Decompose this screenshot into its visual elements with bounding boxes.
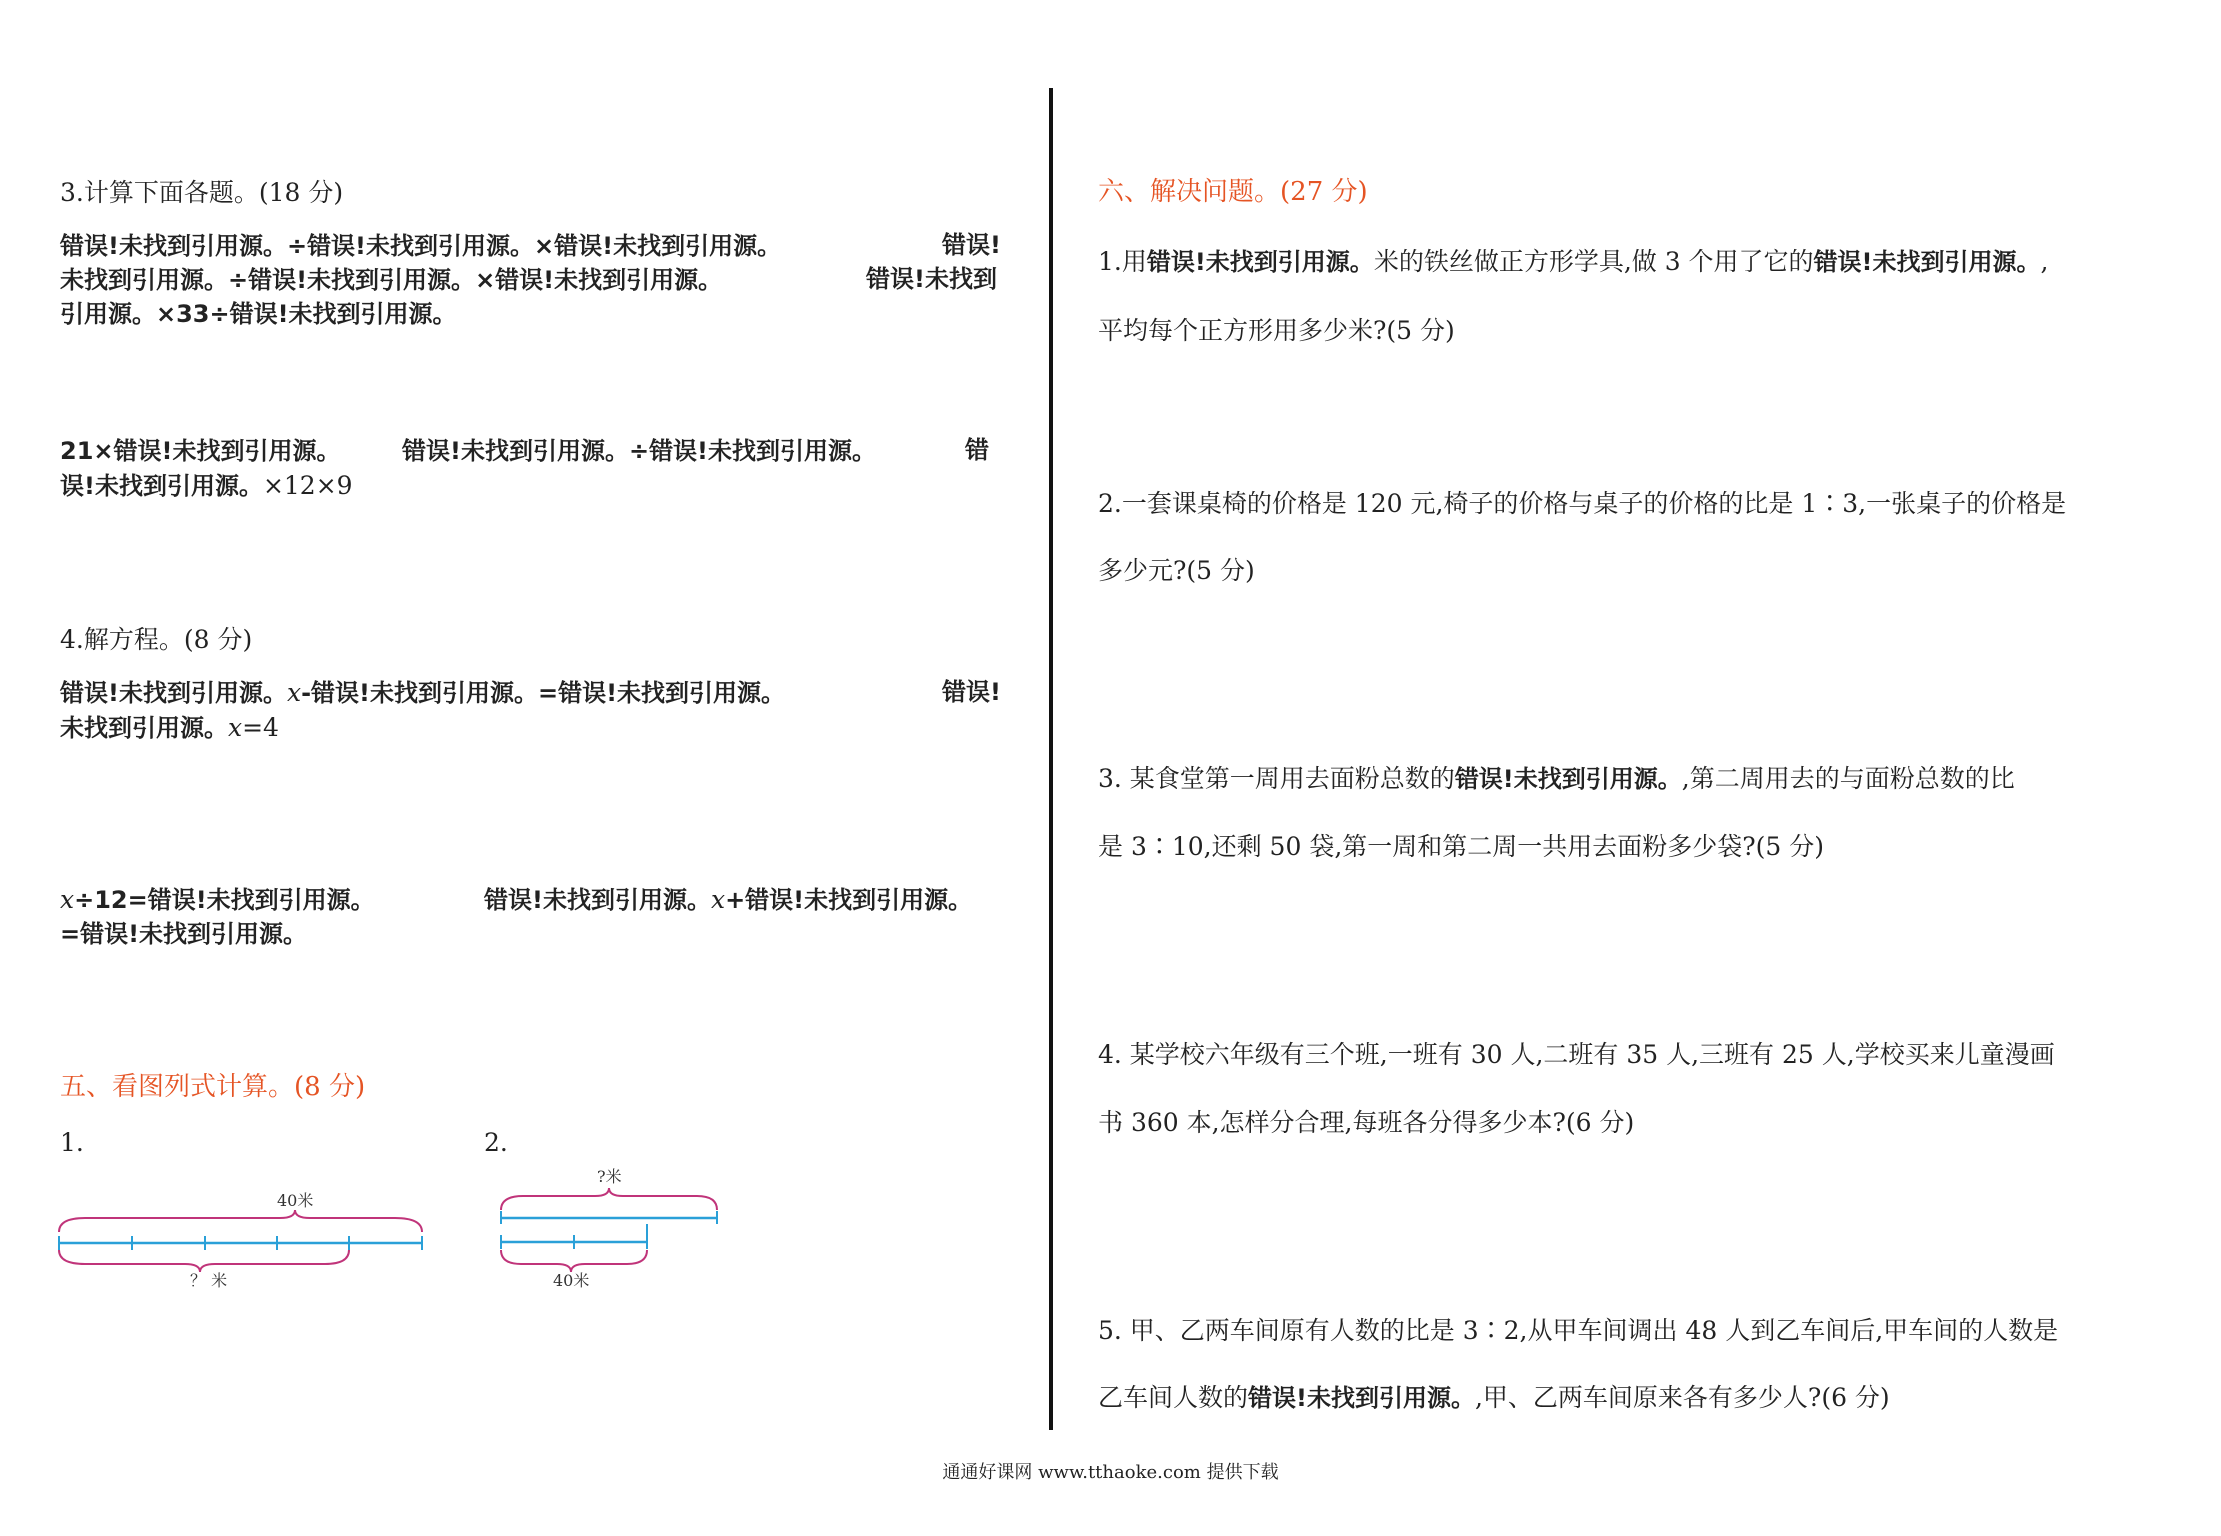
- problem-1-line-2: 平均每个正方形用多少米?(5 分): [1098, 316, 1455, 345]
- q4-line-1: 错误!未找到引用源。x-错误!未找到引用源。=错误!未找到引用源。: [60, 678, 786, 707]
- q3-line-1-end: 错误!: [942, 231, 1001, 259]
- problem-2-line-1: 2.一套课桌椅的价格是 120 元,椅子的价格与桌子的价格的比是 1∶3,一张桌子的价格是: [1098, 489, 2067, 518]
- diagram-1-number: 1.: [60, 1128, 84, 1157]
- q4b-line-1: x÷12=错误!未找到引用源。: [60, 885, 375, 914]
- diagram-2-top-label: ?米: [597, 1167, 622, 1186]
- q3b-line-1-end: 错: [965, 436, 989, 464]
- diagram-2-top-brace: [501, 1188, 717, 1210]
- q3-line-1: 错误!未找到引用源。÷错误!未找到引用源。×错误!未找到引用源。: [60, 232, 782, 260]
- q3-title: 3.计算下面各题。(18 分): [60, 178, 344, 207]
- diagram-1-bottom-label: ？ 米: [190, 1271, 228, 1290]
- q4b-line-2: =错误!未找到引用源。: [60, 920, 308, 948]
- q3b-line-1: 21×错误!未找到引用源。: [60, 437, 341, 465]
- q3-line-2-end: 错误!未找到: [866, 265, 997, 293]
- problem-3-line-2: 是 3∶10,还剩 50 袋,第一周和第二周一共用去面粉多少袋?(5 分): [1098, 832, 1825, 861]
- q4-line-2: 未找到引用源。x=4: [60, 713, 279, 742]
- diagram-1-top-label: 40米: [277, 1191, 314, 1210]
- diagram-1: [55, 1180, 435, 1290]
- diagram-2-number: 2.: [484, 1128, 508, 1157]
- q3-line-2: 未找到引用源。÷错误!未找到引用源。×错误!未找到引用源。: [60, 266, 723, 294]
- q4-title: 4.解方程。(8 分): [60, 625, 253, 654]
- diagram-2: [495, 1158, 735, 1290]
- diagram-2-bottom-brace: [501, 1250, 647, 1272]
- q4b-line-1-mid: 错误!未找到引用源。x+错误!未找到引用源。: [484, 885, 973, 914]
- problem-5-line-1: 5. 甲、乙两车间原有人数的比是 3∶2,从甲车间调出 48 人到乙车间后,甲车间的人数是: [1098, 1316, 2059, 1345]
- problem-4-line-2: 书 360 本,怎样分合理,每班各分得多少本?(6 分): [1098, 1108, 1635, 1137]
- problem-5-line-2: 乙车间人数的错误!未找到引用源。,甲、乙两车间原来各有多少人?(6 分): [1098, 1383, 1890, 1412]
- section-6-title: 六、解决问题。(27 分): [1098, 177, 1368, 207]
- diagram-1-top-brace: [59, 1210, 422, 1232]
- q3b-line-1-mid: 错误!未找到引用源。÷错误!未找到引用源。: [402, 437, 877, 465]
- problem-1-line-1: 1.用错误!未找到引用源。米的铁丝做正方形学具,做 3 个用了它的错误!未找到引用源。,: [1098, 247, 2049, 276]
- q3b-line-2: 误!未找到引用源。×12×9: [60, 471, 353, 500]
- q3-line-3: 引用源。×33÷错误!未找到引用源。: [60, 300, 457, 328]
- problem-2-line-2: 多少元?(5 分): [1098, 556, 1255, 585]
- column-divider: [1049, 88, 1053, 1430]
- section-5-title: 五、看图列式计算。(8 分): [60, 1072, 366, 1102]
- q4-line-1-end: 错误!: [942, 678, 1001, 706]
- diagram-1-bottom-brace: [59, 1250, 349, 1272]
- problem-4-line-1: 4. 某学校六年级有三个班,一班有 30 人,二班有 35 人,三班有 25 人,学校买来儿童漫画: [1098, 1040, 2055, 1069]
- diagram-2-bottom-label: 40米: [553, 1271, 590, 1290]
- problem-3-line-1: 3. 某食堂第一周用去面粉总数的错误!未找到引用源。,第二周用去的与面粉总数的比: [1098, 764, 2015, 793]
- page-footer: 通通好课网 www.tthaoke.com 提供下载: [942, 1462, 1279, 1483]
